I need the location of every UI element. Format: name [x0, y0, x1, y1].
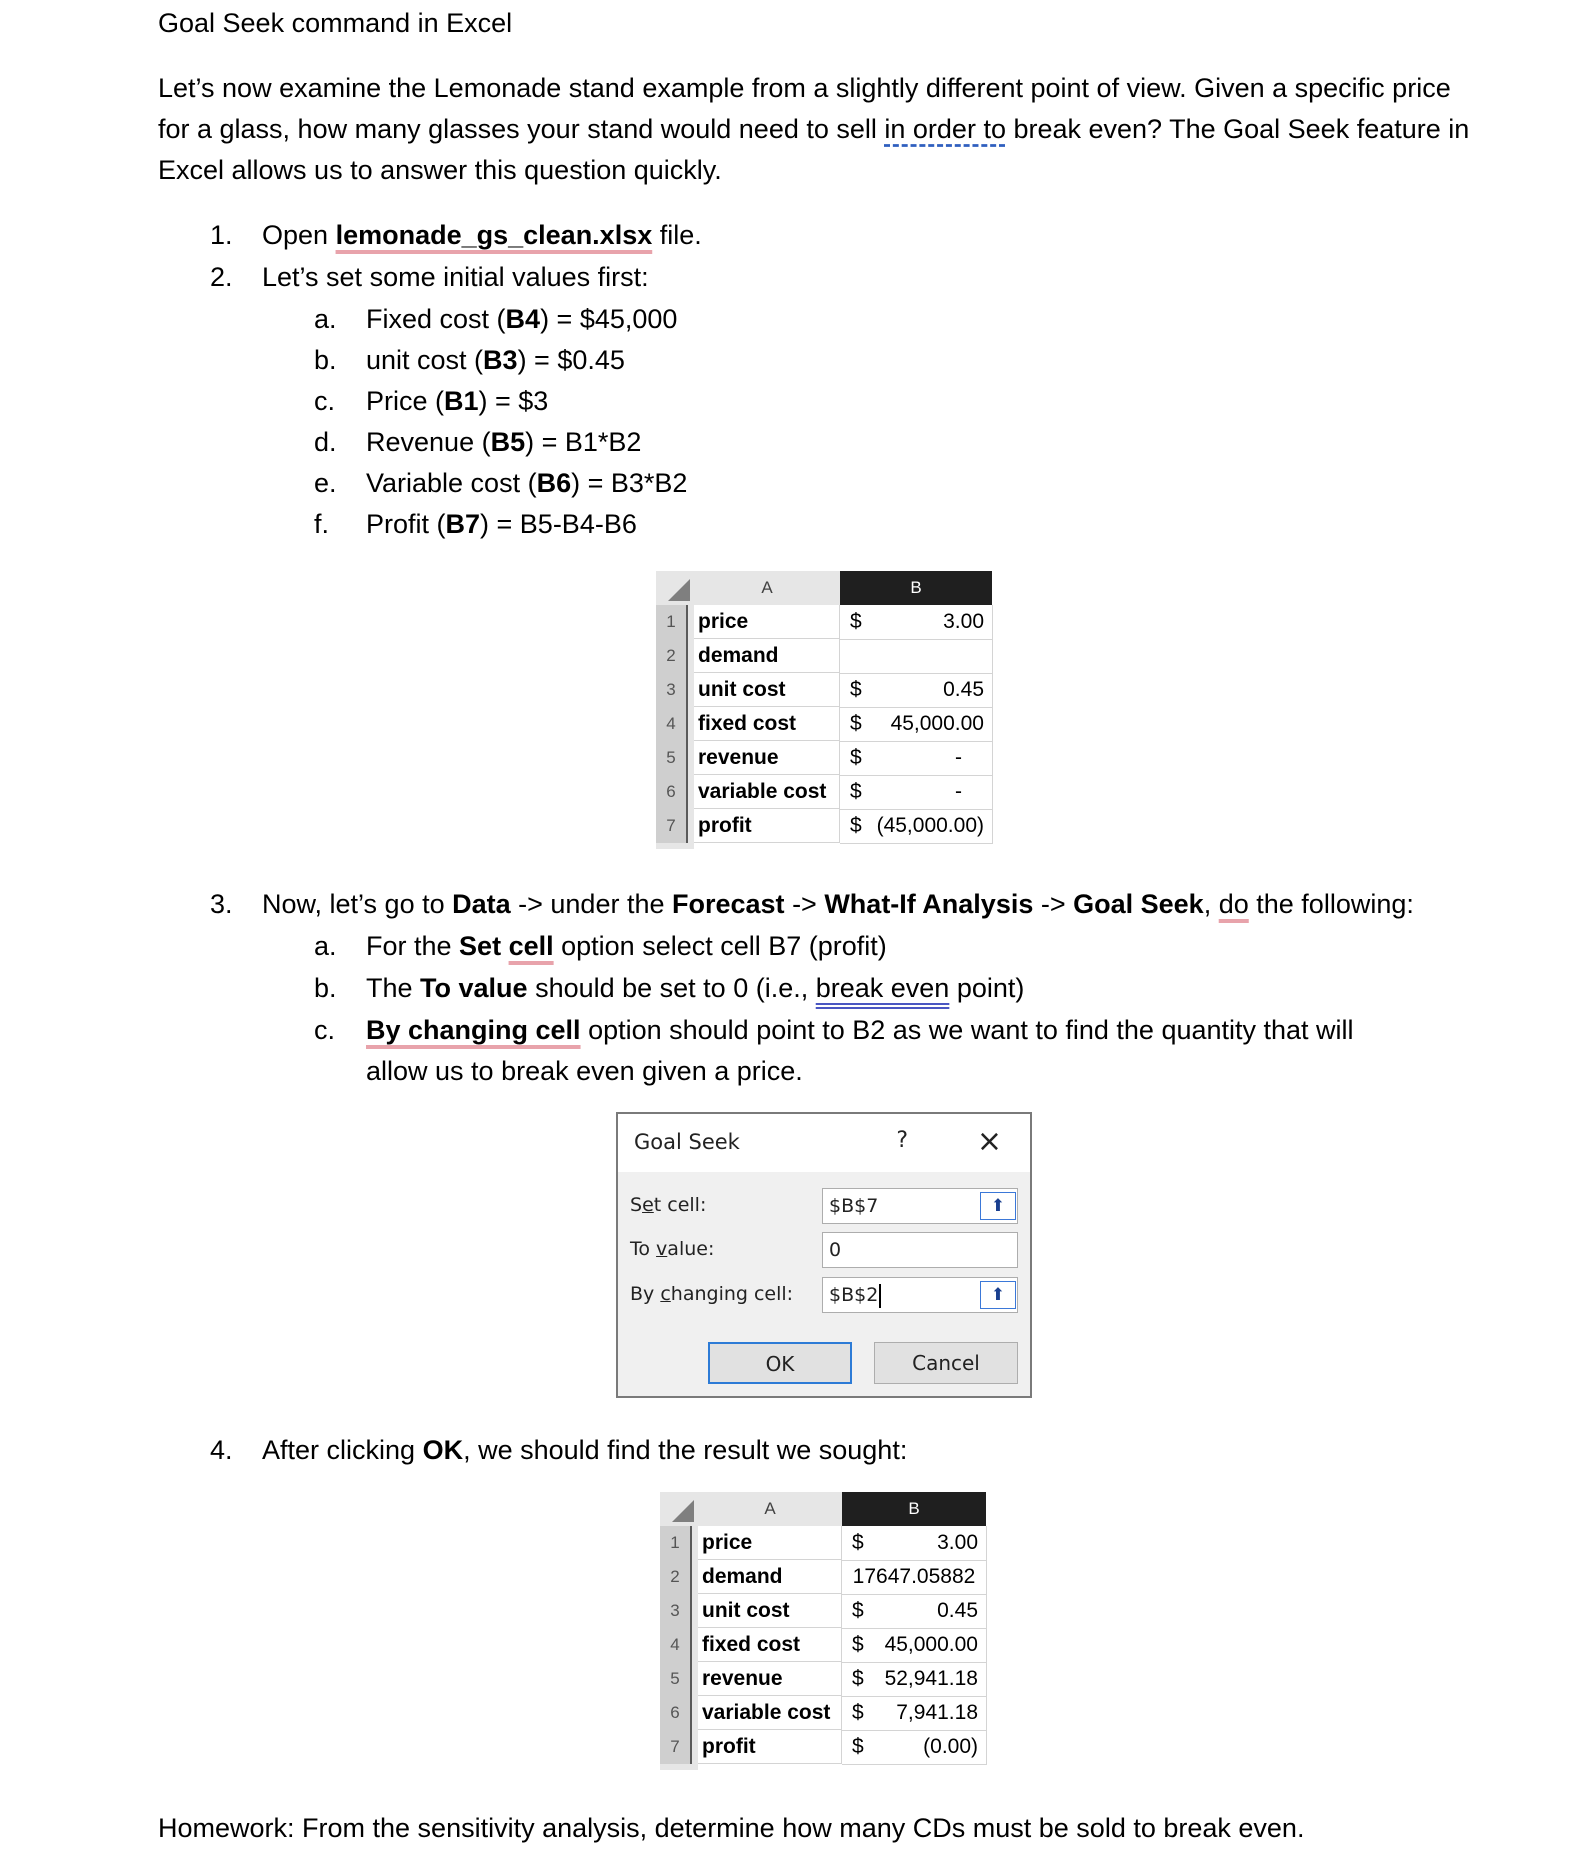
cell-label[interactable]: fixed cost	[694, 707, 840, 741]
ok-button[interactable]: OK	[708, 1342, 852, 1384]
cell-value[interactable]: $ (0.00)	[842, 1730, 987, 1765]
cell-label[interactable]: variable cost	[698, 1696, 842, 1730]
cell-value[interactable]: $ 52,941.18	[842, 1662, 987, 1697]
spreadsheet-table-after	[660, 1492, 986, 1778]
row-header[interactable]: 1	[656, 605, 688, 639]
row-header[interactable]: 6	[656, 775, 688, 809]
column-header-b[interactable]: B	[842, 1492, 986, 1526]
by-changing-cell-input[interactable]: $B$2 ⬆	[822, 1277, 1018, 1313]
cell-value[interactable]	[840, 639, 993, 674]
cell-value[interactable]: $ 3.00	[840, 605, 993, 640]
column-header-b[interactable]: B	[840, 571, 992, 605]
cell-label[interactable]: demand	[698, 1560, 842, 1594]
cell-value[interactable]: $ 7,941.18	[842, 1696, 987, 1731]
row-header[interactable]: 5	[660, 1662, 692, 1696]
spelling-flag: in order to	[884, 114, 1006, 144]
spreadsheet-table-before	[656, 571, 994, 857]
cell-label[interactable]: price	[694, 605, 840, 639]
select-all-corner[interactable]	[656, 571, 694, 605]
cell-label[interactable]: demand	[694, 639, 840, 673]
row-header[interactable]: 6	[660, 1696, 692, 1730]
cell-label[interactable]: fixed cost	[698, 1628, 842, 1662]
cell-label[interactable]: profit	[694, 809, 840, 843]
row-header[interactable]: 7	[660, 1730, 692, 1764]
to-value-label: To value:	[630, 1238, 715, 1260]
dialog-titlebar	[618, 1114, 1030, 1172]
row-header[interactable]: 1	[660, 1526, 692, 1560]
intro-paragraph: Let’s now examine the Lemonade stand example from a slightly different point of view. Given a specific price for a glass, how many glasses your stand would need to sell in order to break even? The Goal Seek feature in Excel allows us to answer this question quickly.	[158, 73, 1470, 185]
cell-label[interactable]: variable cost	[694, 775, 840, 809]
cancel-button[interactable]: Cancel	[874, 1342, 1018, 1384]
row-header[interactable]: 5	[656, 741, 688, 775]
row-header[interactable]: 4	[656, 707, 688, 741]
homework-text: Homework: From the sensitivity analysis, determine how many CDs must be sold to break even.	[158, 1813, 1305, 1843]
cell-value[interactable]: $ 0.45	[842, 1594, 987, 1629]
cell-label[interactable]: revenue	[698, 1662, 842, 1696]
cell-value[interactable]: $ 3.00	[842, 1526, 987, 1561]
set-cell-label: Set cell:	[630, 1194, 707, 1216]
select-all-corner[interactable]	[660, 1492, 698, 1526]
cell-value[interactable]: $ 45,000.00	[840, 707, 993, 742]
cell-label[interactable]: revenue	[694, 741, 840, 775]
set-cell-input[interactable]: $B$7 ⬆	[822, 1188, 1018, 1224]
cell-label[interactable]: unit cost	[694, 673, 840, 707]
cell-value[interactable]: $ -	[840, 775, 993, 810]
close-icon[interactable]: ×	[976, 1124, 1002, 1159]
cell-label[interactable]: unit cost	[698, 1594, 842, 1628]
cell-value[interactable]: $ (45,000.00)	[840, 809, 993, 844]
by-changing-cell-label: By changing cell:	[630, 1283, 794, 1305]
cell-value[interactable]: 17647.05882	[842, 1560, 987, 1595]
cell-value[interactable]: $ 45,000.00	[842, 1628, 987, 1663]
sub-item-continued: allow us to break even given a price.	[366, 1056, 803, 1086]
column-header-a[interactable]: A	[694, 571, 841, 605]
file-name: lemonade_gs_clean.xlsx	[335, 220, 653, 250]
goal-seek-dialog	[616, 1112, 1032, 1398]
to-value-input[interactable]: 0	[822, 1232, 1018, 1268]
range-select-icon[interactable]: ⬆	[980, 1281, 1016, 1309]
row-header[interactable]: 4	[660, 1628, 692, 1662]
column-header-a[interactable]: A	[698, 1492, 843, 1526]
cell-value[interactable]: $ 0.45	[840, 673, 993, 708]
range-select-icon[interactable]: ⬆	[980, 1192, 1016, 1220]
row-header[interactable]: 2	[656, 639, 688, 673]
row-header[interactable]: 7	[656, 809, 688, 843]
row-header[interactable]: 2	[660, 1560, 692, 1594]
cell-label[interactable]: price	[698, 1526, 842, 1560]
page-title: Goal Seek command in Excel	[158, 8, 513, 38]
cell-label[interactable]: profit	[698, 1730, 842, 1764]
row-header[interactable]: 3	[660, 1594, 692, 1628]
help-icon[interactable]: ?	[896, 1128, 908, 1153]
cell-value[interactable]: $ -	[840, 741, 993, 776]
row-header[interactable]: 3	[656, 673, 688, 707]
dialog-title: Goal Seek	[634, 1130, 740, 1154]
